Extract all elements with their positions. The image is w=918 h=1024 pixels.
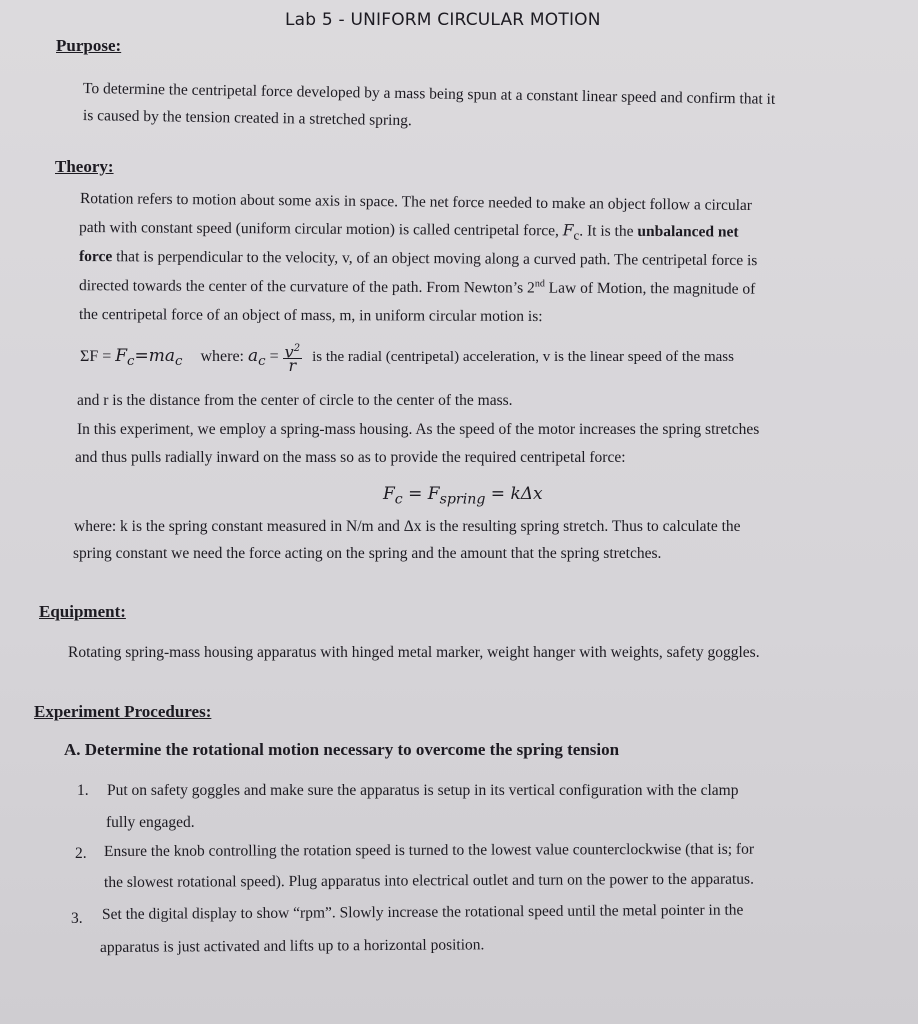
theory-line-2a: path with constant speed (uniform circular motion) is called centripetal force,	[78, 219, 559, 240]
procedures-heading: Experiment Procedures:	[34, 702, 212, 721]
theory-line-4	[79, 276, 755, 299]
theory-line-9: where: k is the spring constant measured in N/m and Δx is the resulting spring stretch. Thus to calculate the	[74, 518, 741, 535]
theory-line-6: and r is the distance from the center of circle to the center of the mass.	[77, 392, 513, 409]
step-3-number: 3.	[71, 910, 83, 927]
step-1-line-2: fully engaged.	[106, 814, 195, 831]
unbalanced-net-text: unbalanced net	[637, 222, 739, 241]
eq-ac-sub: c	[258, 354, 266, 370]
theory-line-3-text: that is perpendicular to the velocity, v, of an object moving along a curved path. The centripetal force is	[116, 248, 758, 270]
theory-line-10: spring constant we need the force acting on the spring and the amount that the spring stretches.	[73, 545, 662, 562]
theory-line-3	[79, 248, 757, 270]
theory-line-2b: . It is the	[579, 222, 634, 240]
theory-line-2	[79, 218, 739, 245]
eq-ma-sub: c	[175, 354, 183, 370]
eq-description: is the radial (centripetal) acceleration, v is the linear speed of the mass	[312, 348, 734, 365]
step-2-number: 2.	[75, 845, 87, 862]
sum-force-text: ΣF =	[80, 347, 112, 365]
theory-line-4b: Law of Motion, the magnitude of	[548, 279, 756, 298]
step-2-line-2: the slowest rotational speed). Plug apparatus into electrical outlet and turn on the power to the apparatus.	[103, 870, 754, 891]
section-a-heading: A. Determine the rotational motion necessary to overcome the spring tension	[64, 740, 620, 759]
eq2-f-symbol: F	[383, 484, 395, 504]
theory-heading: Theory:	[55, 157, 114, 176]
step-1-number: 1.	[77, 782, 89, 799]
theory-line-1: Rotation refers to motion about some axis in space. The net force needed to make an object follow a circular	[79, 190, 753, 215]
eq-where-text: where:	[200, 347, 244, 365]
fraction-numerator: $v^2$	[284, 342, 301, 362]
page-title: Lab 5 - UNIFORM CIRCULAR MOTION	[285, 10, 601, 30]
purpose-line-2: is caused by the tension created in a stretched spring.	[82, 107, 412, 130]
purpose-heading: Purpose:	[56, 36, 122, 55]
eq2-c-sub: c	[394, 491, 403, 508]
eq-fc-sub: c	[127, 354, 135, 370]
force-bold-text: force	[78, 248, 113, 266]
step-3-line-2: apparatus is just activated and lifts up to a horizontal position.	[99, 936, 485, 956]
theory-line-8: and thus pulls radially inward on the mass so as to provide the required centripetal force:	[75, 449, 626, 466]
fraction-denominator: r	[288, 356, 297, 376]
centripetal-equation: $\Sigma F = F_c=ma_c$ where: $a_c$ = $\frac{v^2}{r}$ is the radial (centripetal) acceleration, v is the linear speed of the mass	[80, 342, 734, 376]
v-squared-over-r-fraction	[283, 342, 302, 376]
equipment-heading: Equipment:	[39, 602, 126, 621]
theory-line-7: In this experiment, we employ a spring-mass housing. As the speed of the motor increases the spring stretches	[77, 421, 760, 438]
centripetal-force-subscript: c	[573, 227, 580, 243]
eq2-spring-sub: spring	[439, 491, 486, 508]
step-1-line-1: Put on safety goggles and make sure the apparatus is setup in its vertical configuration with the clamp	[107, 782, 739, 799]
theory-line-4a: directed towards the center of the curvature of the path. From Newton’s 2	[78, 277, 535, 297]
eq2-fspring: = F	[402, 484, 440, 504]
step-2-line-1: Ensure the knob controlling the rotation speed is turned to the lowest value counterclockwise (that is; for	[103, 840, 755, 860]
eq2-kdx: = kΔx	[485, 484, 543, 504]
nd-superscript: nd	[534, 278, 545, 290]
equipment-text: Rotating spring-mass housing apparatus with hinged metal marker, weight hanger with weights, safety goggles.	[68, 644, 760, 661]
spring-equation	[383, 484, 543, 507]
eq-fc-symbol: F	[115, 345, 128, 366]
step-3-line-1: Set the digital display to show “rpm”. Slowly increase the rotational speed until the metal pointer in the	[101, 901, 744, 923]
theory-line-5: the centripetal force of an object of mass, m, in uniform circular motion is:	[78, 306, 543, 326]
eq-ac-symbol: a	[248, 345, 259, 366]
purpose-line-1: To determine the centripetal force developed by a mass being spun at a constant linear speed and confirm that it	[82, 80, 776, 108]
eq-ma-text: =ma	[134, 345, 175, 366]
centripetal-force-symbol: F	[562, 221, 574, 240]
